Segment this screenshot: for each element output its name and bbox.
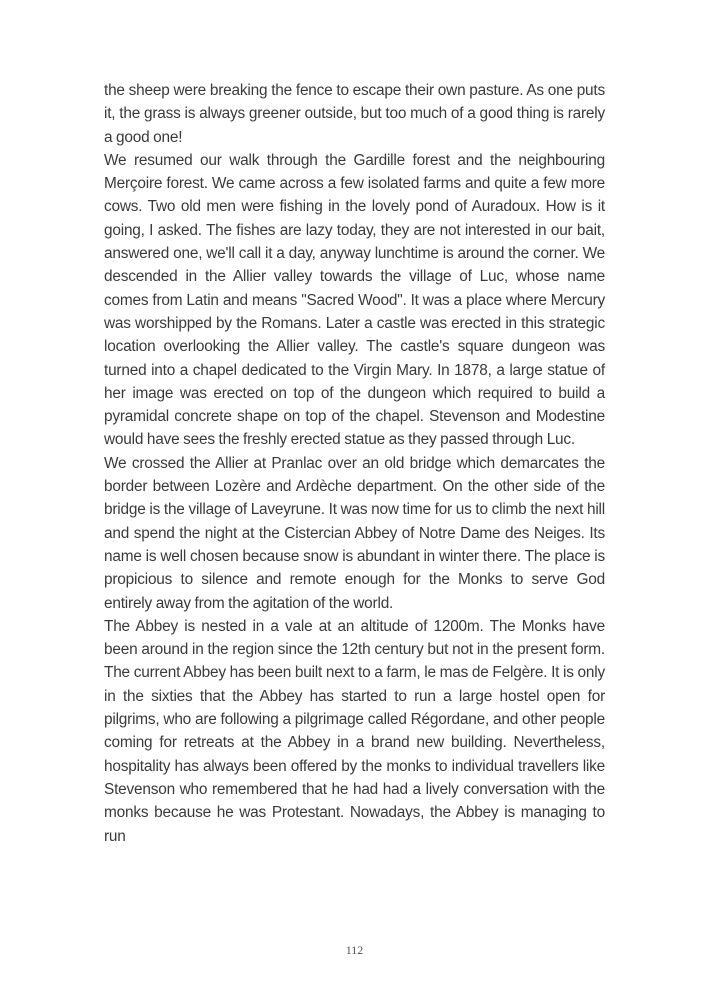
paragraph-allier-crossing: We crossed the Allier at Pranlac over an old bridge which demarcates the border between Lozère and Ardèche department. On the other side of the bridge is the village of Laveyrune. It was now time for us to climb the next hill and spend the night at the Cistercian Abbey of Notre Dame des Neiges. Its name is well chosen because snow is abundant in winter there. The place is propicious to silence and remote enough for the Monks to serve God entirely away from the agitation of the world.: [104, 454, 605, 612]
page-number: 112: [345, 943, 364, 957]
paragraph-sheep-fence: the sheep were breaking the fence to escape their own pasture. As one puts it, the grass is always greener outside, but too much of a good thing is rarely a good one!: [104, 82, 605, 146]
paragraph-gardille-forest: We resumed our walk through the Gardille forest and the neighbouring Merçoire forest. We came across a few isolated farms and quite a few more cows. Two old men were fishing in the lovely pond of Auradoux. How is it going, I asked. The fishes are lazy today, they are not interested in our bait, answered one, we'll call it a day, anyway lunchtime is around the corner. We descended in the Allier valley towards the village of Luc, whose name comes from Latin and means "Sacred Wood". It was a place where Mercury was worshipped by the Romans. Later a castle was erected in this strategic location overlooking the Allier valley. The castle's square dungeon was turned into a chapel dedicated to the Virgin Mary. In 1878, a large statue of her image was erected on top of the dungeon which required to build a pyramidal concrete shape on top of the chapel. Stevenson and Modestine would have sees the freshly erected statue as they passed through Luc.: [104, 151, 605, 449]
body-text: [104, 79, 605, 848]
paragraph-abbey: The Abbey is nested in a vale at an altitude of 1200m. The Monks have been around in the region since the 12th century but not in the present form. The current Abbey has been built next to a farm, le mas de Felgère. It is only in the sixties that the Abbey has started to run a large hostel open for pilgrims, who are following a pilgrimage called Régordane, and other people coming for retreats at the Abbey in a brand new building. Nevertheless, hospitality has always been offered by the monks to individual travellers like Stevenson who remembered that he had had a lively conversation with the monks because he was Protestant. Nowadays, the Abbey is managing to run: [104, 617, 605, 845]
